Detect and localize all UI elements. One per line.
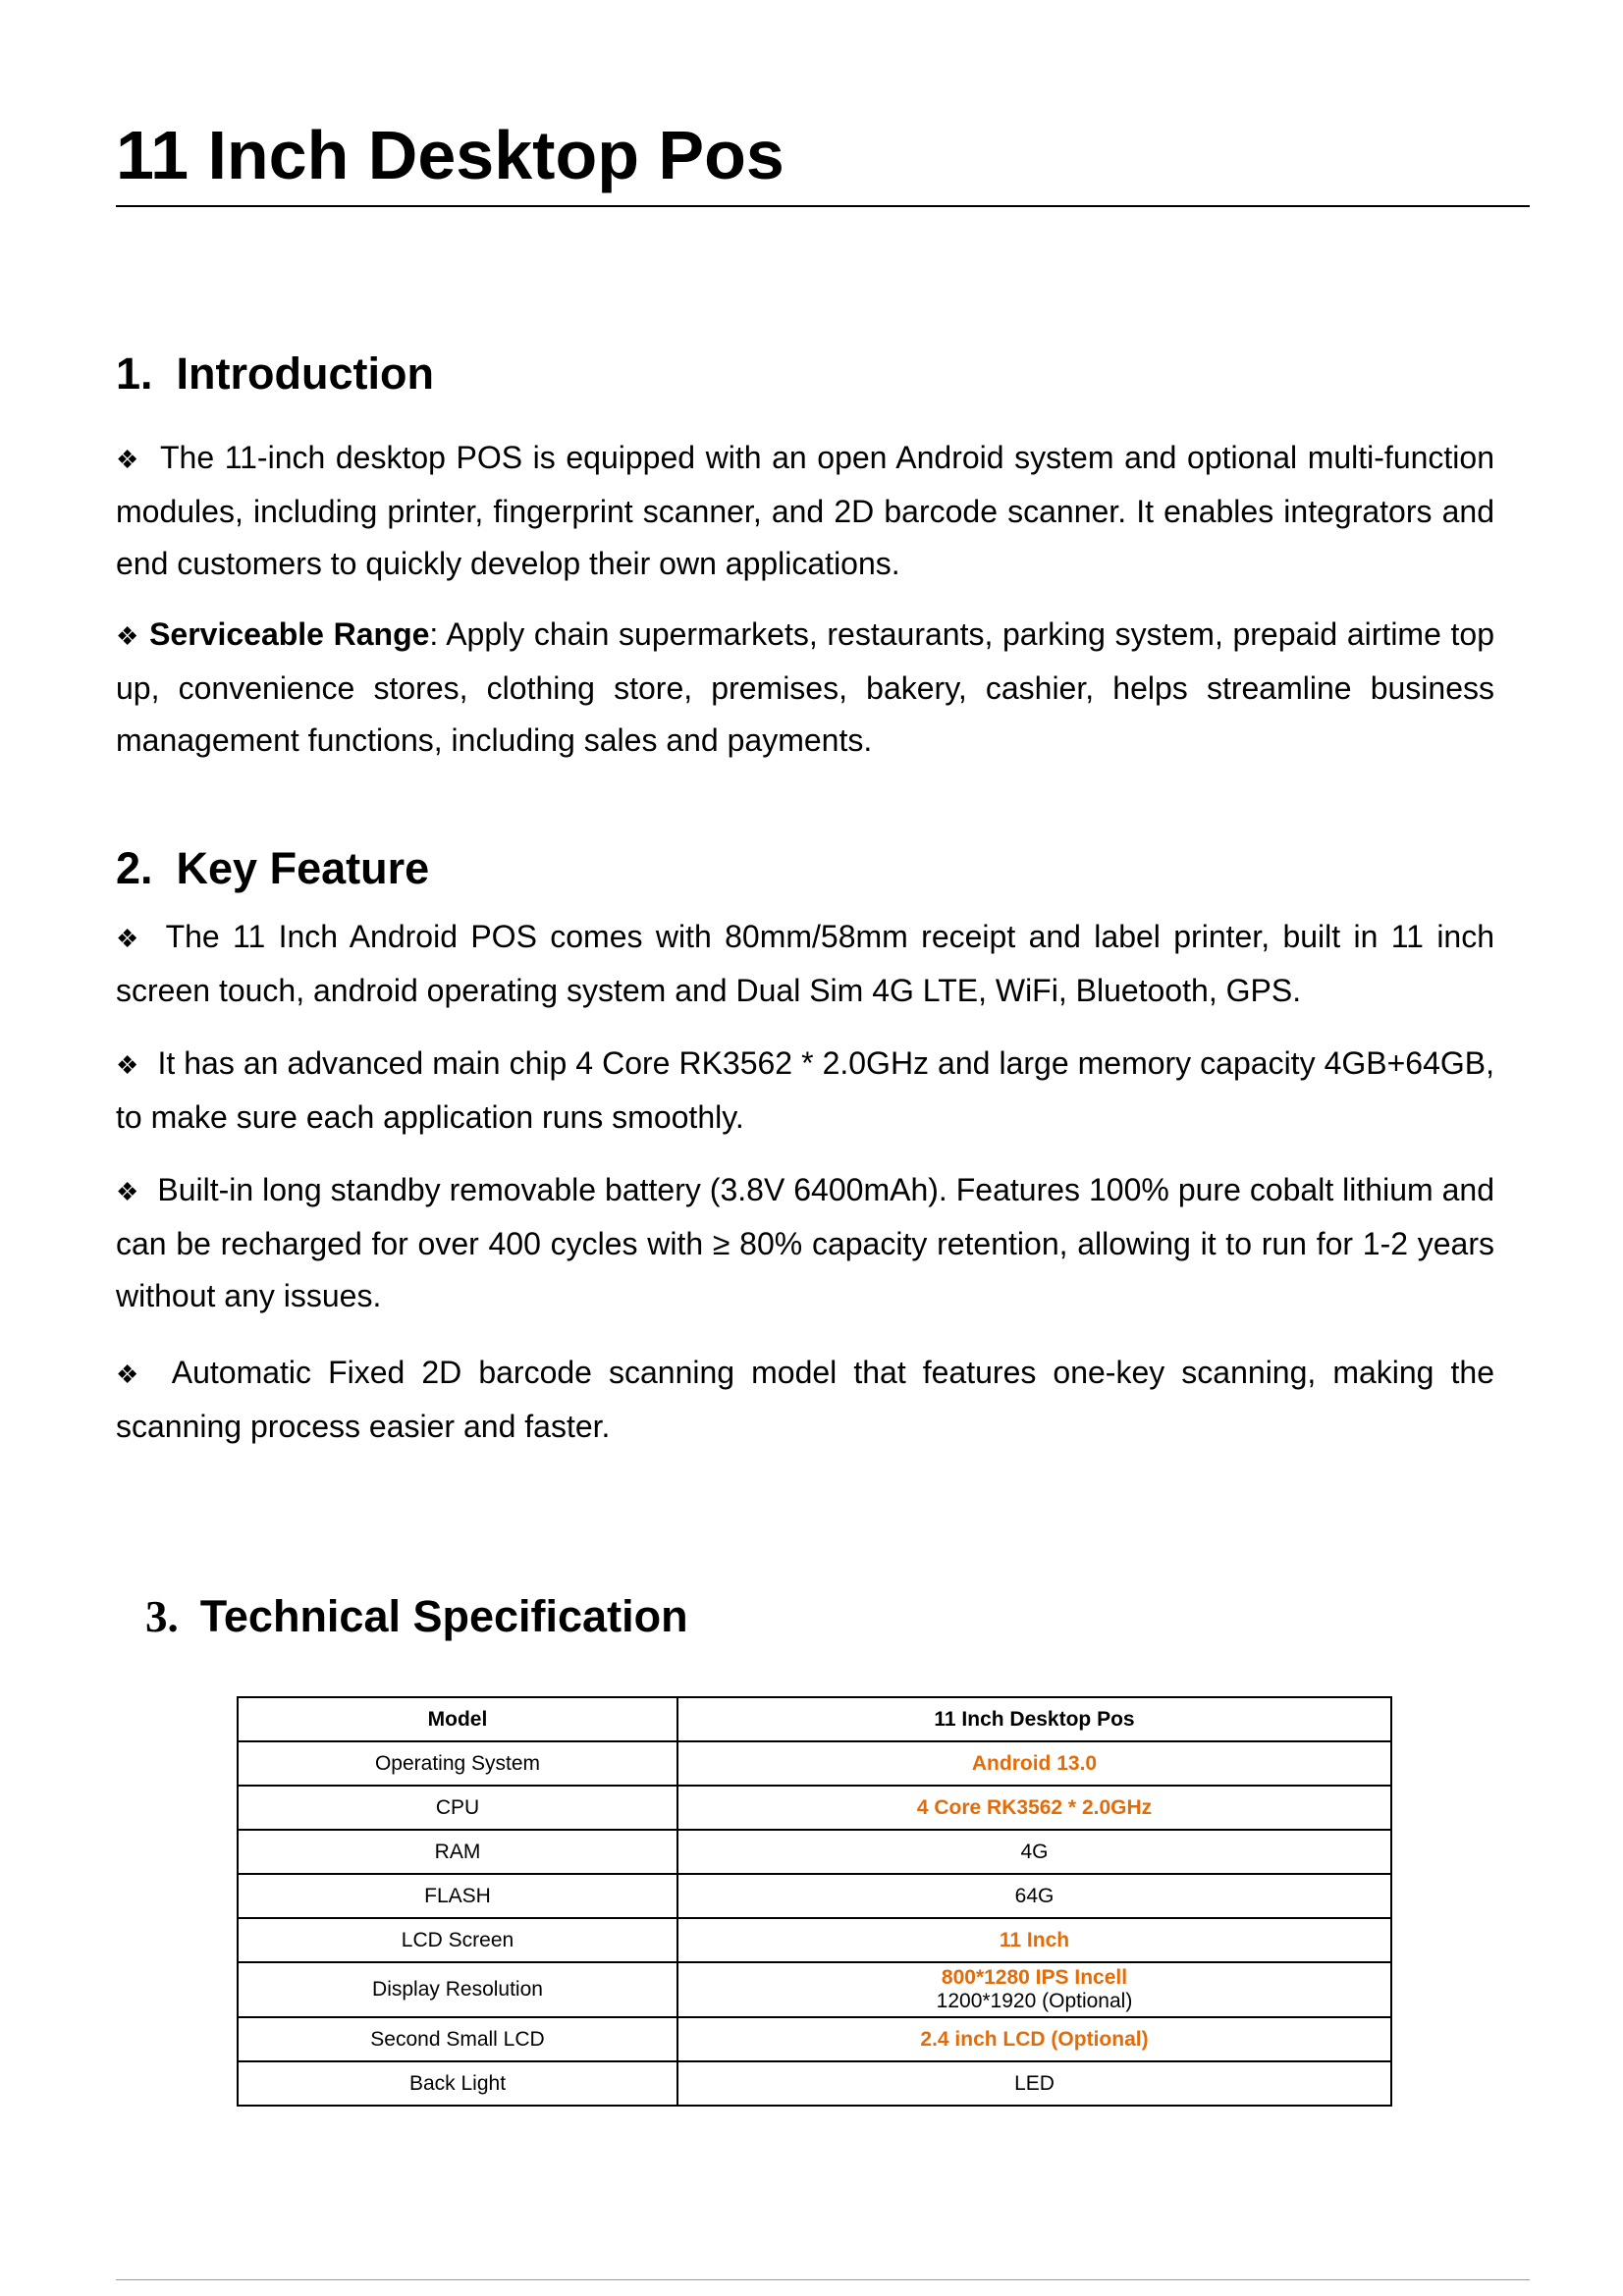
feature-item [116,1038,1494,1144]
table-row [238,1741,1391,1786]
spec-value-cell [677,1962,1391,2017]
spec-value: 4 Core RK3562 * 2.0GHz [677,1786,1391,1830]
spec-value: LED [677,2061,1391,2106]
bullet-icon: ❖ [116,924,143,953]
feature-item [116,1347,1494,1453]
spec-label: CPU [238,1786,677,1830]
bullet-icon: ❖ [116,1177,139,1206]
table-header-cell: 11 Inch Desktop Pos [677,1697,1391,1741]
spec-label: Display Resolution [238,1962,677,2017]
spec-value: 800*1280 IPS Incell [941,1966,1128,1989]
section-title: Key Feature [176,843,430,893]
spec-label: FLASH [238,1874,677,1918]
spec-label: Back Light [238,2061,677,2106]
table-row [238,1918,1391,1962]
spec-value: 4G [677,1830,1391,1874]
bullet-icon: ❖ [116,1050,139,1080]
table-row [238,1874,1391,1918]
serviceable-range-label: Serviceable Range [149,616,430,652]
feature-item [116,1164,1494,1322]
spec-value: 11 Inch [677,1918,1391,1962]
section-heading-introduction [116,347,434,400]
spec-label: RAM [238,1830,677,1874]
page-title: 11 Inch Desktop Pos [116,117,784,193]
intro-paragraph [116,432,1494,590]
table-row [238,2017,1391,2061]
feature-item [116,911,1494,1017]
feature-text: It has an advanced main chip 4 Core RK3562 * 2.0GHz and large memory capacity 4GB+64GB, to make sure each application runs smoothly. [116,1045,1495,1135]
bullet-icon: ❖ [116,621,140,651]
spec-label: Second Small LCD [238,2017,677,2061]
spec-label: Operating System [238,1741,677,1786]
spec-table [237,1696,1392,2107]
table-row [238,1962,1391,2017]
table-row [238,2061,1391,2106]
section-number: 1. [116,348,153,399]
feature-text: The 11 Inch Android POS comes with 80mm/58mm receipt and label printer, built in 11 inch screen touch, android operating system and Dual Sim 4G LTE, WiFi, Bluetooth, GPS. [116,919,1495,1008]
feature-text: Automatic Fixed 2D barcode scanning model that features one-key scanning, making the scanning process easier and faster. [116,1355,1495,1444]
section-heading-key-feature [116,842,429,895]
serviceable-range-paragraph [116,609,1494,767]
spec-value: Android 13.0 [677,1741,1391,1786]
bullet-icon: ❖ [116,1360,147,1389]
table-header-row [238,1697,1391,1741]
spec-value: 2.4 inch LCD (Optional) [677,2017,1391,2061]
spec-value-secondary: 1200*1920 (Optional) [936,1990,1133,2012]
paragraph-text: : Apply chain supermarkets, restaurants, parking system, prepaid airtime top up, convenience stores, clothing store, premises, bakery, cashier, helps streamline business management functions, including sales and payments. [116,616,1495,758]
table-row [238,1786,1391,1830]
section-number: 2. [116,843,153,893]
section-title: Technical Specification [199,1591,688,1641]
paragraph-text: The 11-inch desktop POS is equipped with an open Android system and optional multi-function modules, including printer, fingerprint scanner, and 2D barcode scanner. It enables integrators and end customers to quickly develop their own applications. [116,440,1495,581]
section-title: Introduction [176,348,434,399]
bullet-icon: ❖ [116,445,140,474]
spec-label: LCD Screen [238,1918,677,1962]
spec-value: 64G [677,1874,1391,1918]
footer-divider [116,2279,1530,2280]
table-row [238,1830,1391,1874]
section-number: 3. [145,1592,179,1641]
table-header-cell: Model [238,1697,677,1741]
section-heading-technical-specification [145,1590,688,1643]
feature-text: Built-in long standby removable battery (3.8V 6400mAh). Features 100% pure cobalt lithium and can be recharged for over 400 cycles with ≥ 80% capacity retention, allowing it to run for 1-2 years without any issues. [116,1172,1495,1313]
title-divider [116,205,1530,207]
